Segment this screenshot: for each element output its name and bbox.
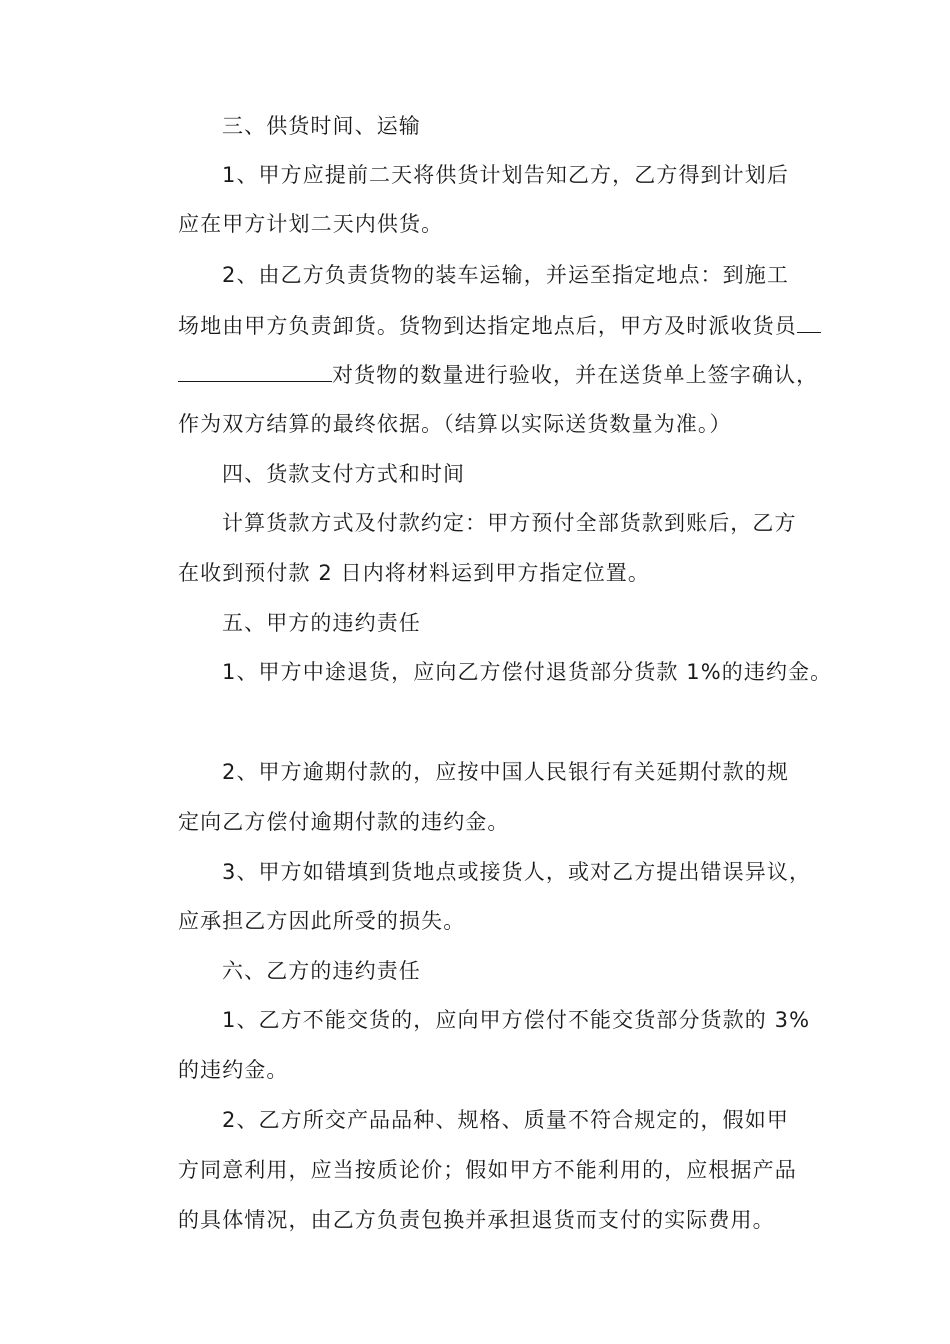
paragraph-line: 应在甲方计划二天内供货。: [178, 212, 444, 236]
fill-in-blank: [178, 359, 332, 382]
section-heading-party-a-liability: 五、甲方的违约责任: [222, 611, 421, 635]
paragraph-line: 在收到预付款 2 日内将材料运到甲方指定位置。: [178, 561, 651, 585]
paragraph-line: 2、乙方所交产品品种、规格、质量不符合规定的，假如甲: [222, 1108, 789, 1132]
paragraph-line: [178, 359, 828, 390]
paragraph-line: 2、由乙方负责货物的装车运输，并运至指定地点：到施工: [222, 263, 789, 287]
paragraph-line: 作为双方结算的最终依据。（结算以实际送货数量为准。）: [178, 412, 732, 436]
paragraph-line: 1、乙方不能交货的，应向甲方偿付不能交货部分货款的 3%: [222, 1008, 811, 1032]
line-text: 对货物的数量进行验收，并在送货单上签字确认，: [332, 363, 819, 387]
paragraph-line: 1、甲方应提前二天将供货计划告知乙方，乙方得到计划后: [222, 163, 789, 187]
section-heading-payment: 四、货款支付方式和时间: [222, 462, 466, 486]
section-heading-party-b-liability: 六、乙方的违约责任: [222, 959, 421, 983]
line-text: 场地由甲方负责卸货。货物到达指定地点后，甲方及时派收货员: [178, 314, 797, 338]
paragraph-line: 的违约金。: [178, 1058, 289, 1082]
paragraph-line: 方同意利用，应当按质论价；假如甲方不能利用的，应根据产品: [178, 1158, 797, 1182]
section-heading-supply-time: 三、供货时间、运输: [222, 114, 421, 138]
paragraph-line: 3、甲方如错填到货地点或接货人，或对乙方提出错误异议，: [222, 860, 812, 884]
paragraph-line: 计算货款方式及付款约定：甲方预付全部货款到账后，乙方: [222, 511, 797, 535]
fill-in-blank: [797, 310, 821, 333]
paragraph-line: [178, 310, 828, 341]
paragraph-line: 应承担乙方因此所受的损失。: [178, 909, 466, 933]
paragraph-line: 定向乙方偿付逾期付款的违约金。: [178, 810, 510, 834]
paragraph-line: 1、甲方中途退货，应向乙方偿付退货部分货款 1%的违约金。: [222, 660, 833, 684]
paragraph-line: 2、甲方逾期付款的，应按中国人民银行有关延期付款的规: [222, 760, 789, 784]
paragraph-line: 的具体情况，由乙方负责包换并承担退货而支付的实际费用。: [178, 1208, 775, 1232]
